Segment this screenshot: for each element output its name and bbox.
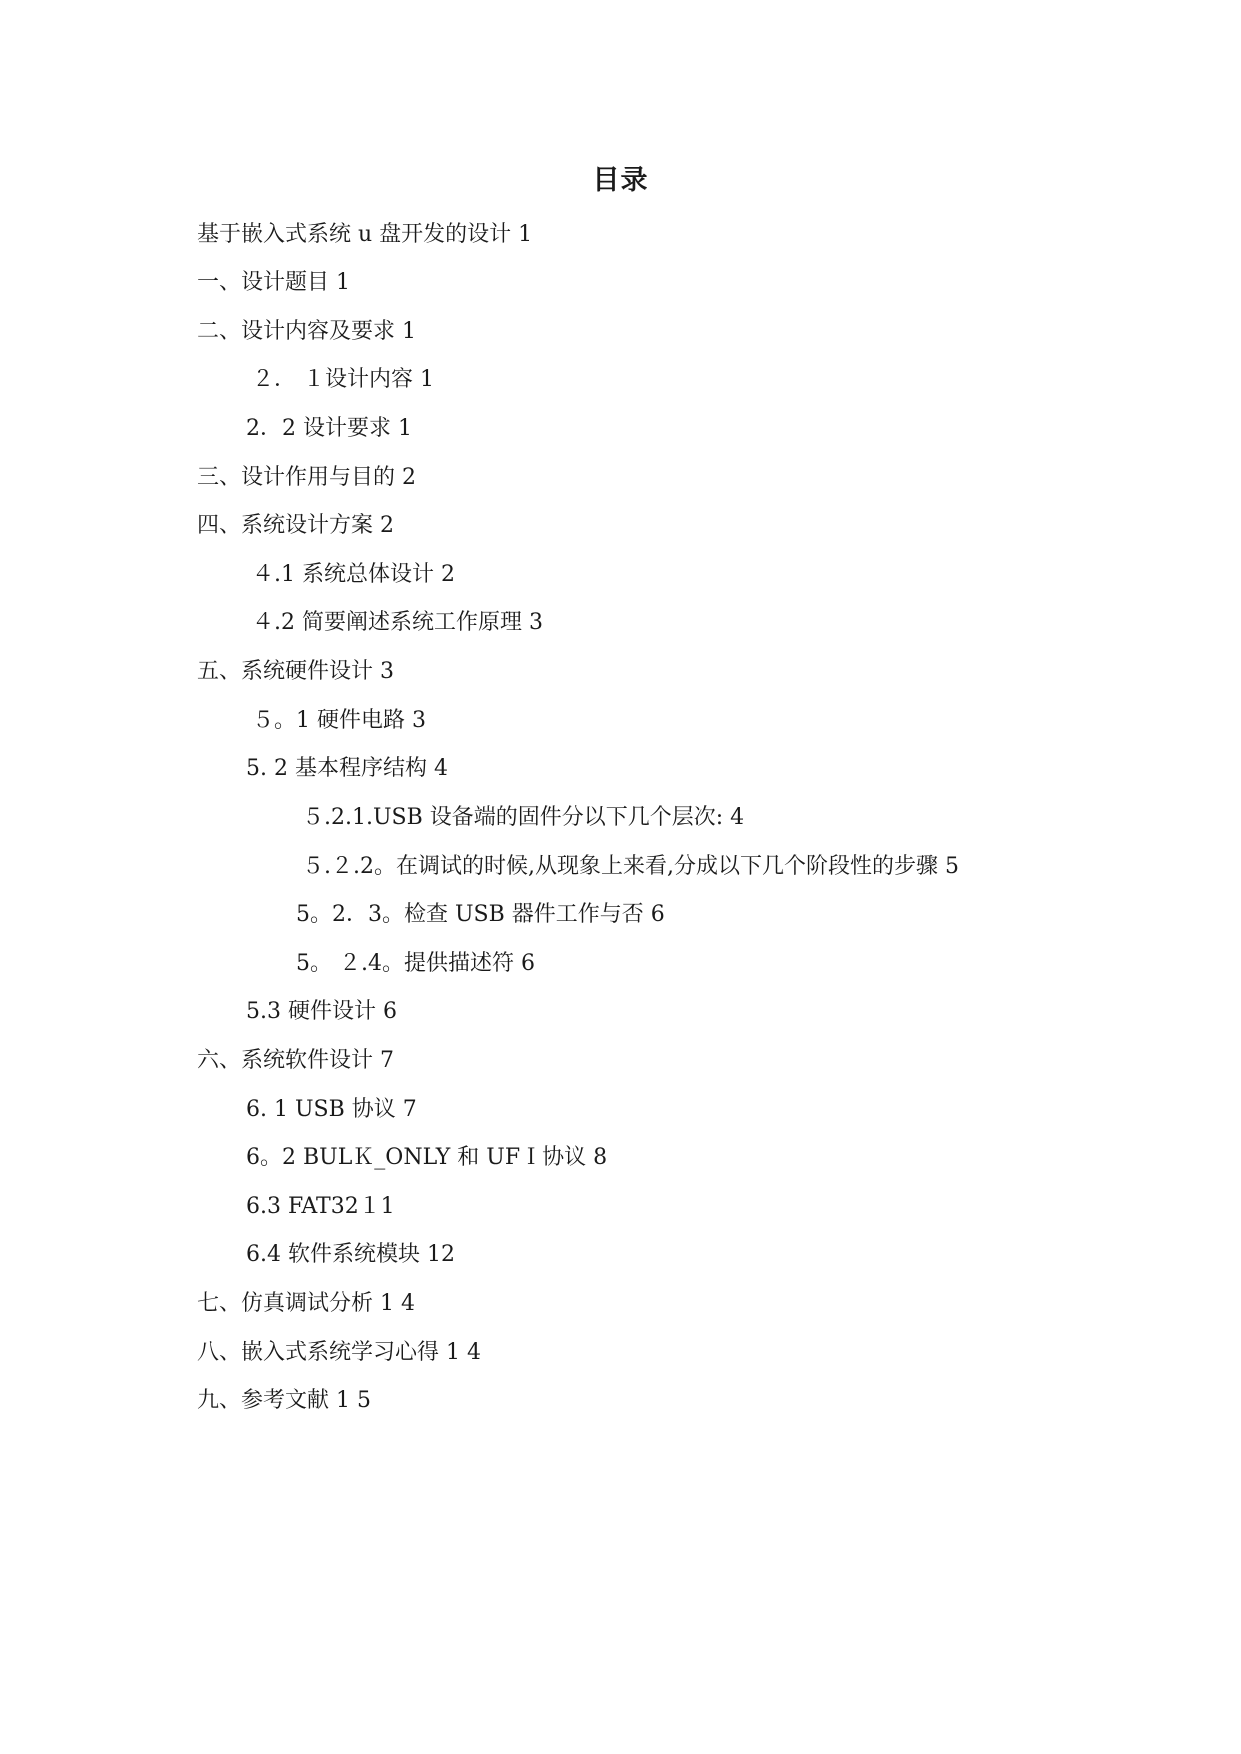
toc-entry-section-5-2-4: 5。 ２.4。提供描述符 6	[296, 951, 535, 976]
toc-entry-section-5-2: 5. 2 基本程序结构 4	[246, 756, 448, 781]
toc-entry-chapter-4: 四、系统设计方案 2	[197, 513, 394, 538]
toc-entry-chapter-9: 九、参考文献 1 5	[197, 1388, 371, 1413]
toc-entry-chapter-8: 八、嵌入式系统学习心得 1 4	[197, 1340, 481, 1365]
toc-entry-section-6-1: 6. 1 USB 协议 7	[246, 1097, 417, 1122]
toc-entry-section-5-2-3: 5。2．3。检查 USB 器件工作与否 6	[296, 902, 665, 927]
toc-entry-section-6-2: 6。2 BULＫ_ONLY 和 UFＩ协议 8	[246, 1145, 608, 1170]
toc-entry-section-5-2-2: ５.２.2。在调试的时候,从现象上来看,分成以下几个阶段性的步骤 5	[302, 854, 959, 879]
toc-entry-chapter-1: 一、设计题目 1	[197, 270, 350, 295]
toc-entry-section-6-3: 6.3 FAT32１1	[246, 1194, 395, 1219]
toc-entry-section-2-1: ２． １设计内容 1	[252, 367, 434, 392]
toc-entry-section-5-2-1: ５.2.1.USB 设备端的固件分以下几个层次: 4	[302, 805, 745, 830]
toc-entry-chapter-7: 七、仿真调试分析 1 4	[197, 1291, 415, 1316]
toc-title: 目录	[592, 165, 649, 196]
toc-entry-section-4-1: ４.1 系统总体设计 2	[252, 562, 455, 587]
toc-entry-chapter-6: 六、系统软件设计 7	[197, 1048, 394, 1073]
toc-entry-top: 基于嵌入式系统 u 盘开发的设计 1	[197, 222, 533, 247]
toc-entry-section-5-3: 5.3 硬件设计 6	[246, 999, 397, 1024]
toc-entry-chapter-3: 三、设计作用与目的 2	[197, 465, 416, 490]
toc-entry-section-6-4: 6.4 软件系统模块 12	[246, 1242, 455, 1267]
toc-entry-section-5-1: ５。1 硬件电路 3	[252, 708, 426, 733]
toc-entry-section-4-2: ４.2 简要阐述系统工作原理 3	[252, 610, 543, 635]
toc-entry-section-2-2: 2．2 设计要求 1	[246, 416, 412, 441]
toc-entry-chapter-5-label: 五、系统硬件设计 3	[197, 659, 394, 684]
toc-entry-chapter-2: 二、设计内容及要求 1	[197, 319, 416, 344]
